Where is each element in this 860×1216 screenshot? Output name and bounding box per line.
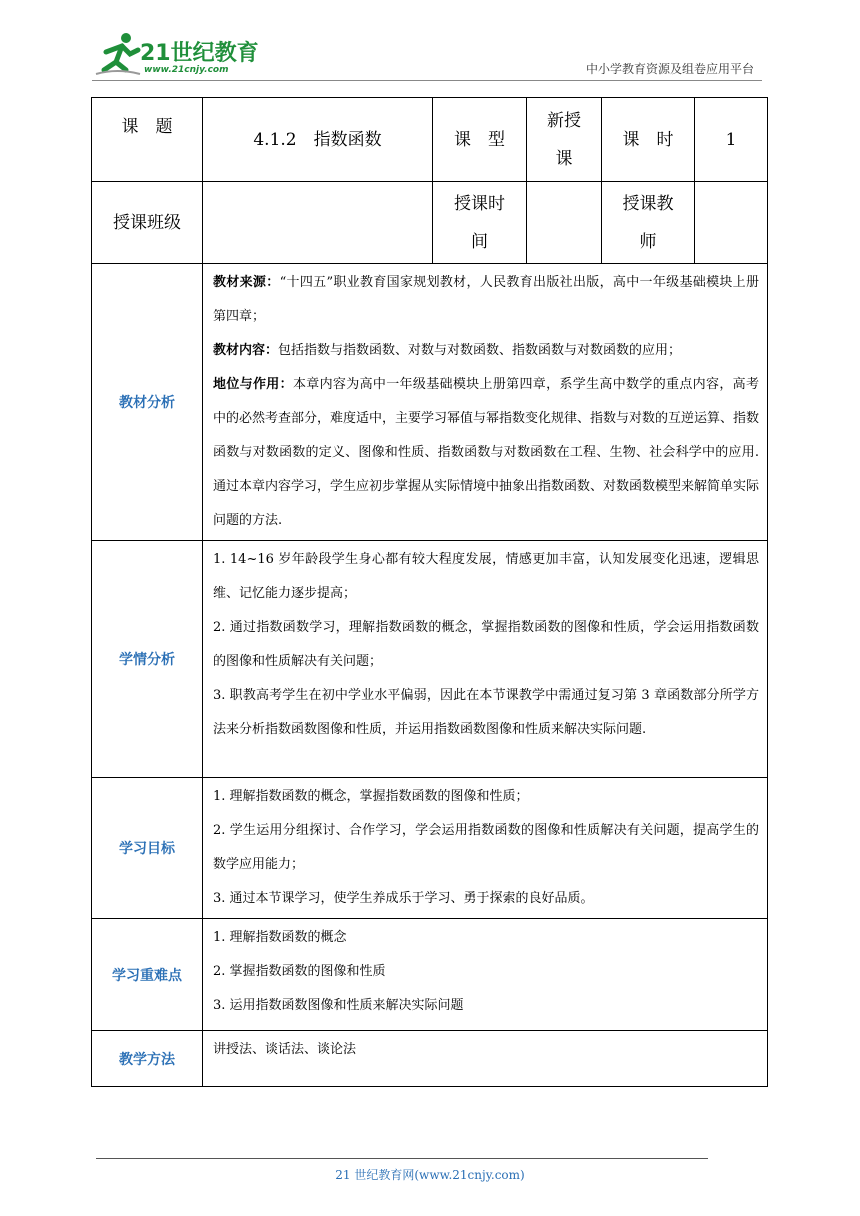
key-point-item: 3. 运用指数函数图像和性质来解决实际问题	[213, 998, 464, 1013]
label-hours: 课 时	[602, 98, 695, 182]
logo-text: 21世纪教育	[140, 41, 259, 66]
header-divider	[92, 80, 762, 81]
teacher-value	[695, 182, 768, 264]
teaching-methods-content	[203, 1031, 768, 1087]
hours-value: 1	[695, 98, 768, 182]
logo-url: www.21cnjy.com	[144, 65, 229, 75]
goal-item: 1. 理解指数函数的概念，掌握指数函数的图像和性质；	[213, 789, 529, 804]
material-analysis-content	[203, 264, 768, 541]
runner-icon	[92, 30, 142, 80]
label-key-points: 学习重难点	[92, 919, 203, 1031]
topic-value: 4.1.2 指数函数	[203, 98, 433, 182]
label-student-analysis: 学情分析	[92, 541, 203, 778]
student-analysis-content	[203, 541, 768, 778]
label-teaching-methods: 教学方法	[92, 1031, 203, 1087]
key-point-item: 2. 掌握指数函数的图像和性质	[213, 964, 386, 979]
label-class: 授课班级	[92, 182, 203, 264]
methods-text: 讲授法、谈话法、谈论法	[213, 1042, 357, 1057]
label-teacher: 授课教师	[602, 182, 695, 264]
material-source: 教材来源：“十四五”职业教育国家规划教材，人民教育出版社出版，高中一年级基础模块上册第四章；	[213, 275, 759, 324]
material-content: 教材内容：包括指数与指数函数、对数与对数函数、指数函数与对数函数的应用；	[213, 343, 682, 358]
label-time: 授课时间	[433, 182, 527, 264]
page-footer[interactable]: 21 世纪教育网(www.21cnjy.com)	[335, 1168, 525, 1182]
type-value: 新授课	[527, 98, 602, 182]
student-item: 2. 通过指数函数学习，理解指数函数的概念，掌握指数函数的图像和性质，学会运用指数函数的图像和性质解决有关问题；	[213, 620, 759, 669]
label-topic: 课 题	[92, 98, 203, 182]
label-learning-goals: 学习目标	[92, 778, 203, 919]
key-points-content	[203, 919, 768, 1031]
footer-divider	[96, 1158, 708, 1159]
class-value	[203, 182, 433, 264]
time-value	[527, 182, 602, 264]
student-item: 3. 职教高考学生在初中学业水平偏弱，因此在本节课教学中需通过复习第 3 章函数部分所学方法来分析指数函数图像和性质，并运用指数函数图像和性质来解决实际问题.	[213, 688, 759, 737]
learning-goals-content	[203, 778, 768, 919]
goal-item: 3. 通过本节课学习，使学生养成乐于学习、勇于探索的良好品质。	[213, 891, 594, 906]
site-logo	[92, 30, 262, 80]
label-type: 课 型	[433, 98, 527, 182]
page-header	[92, 30, 762, 82]
key-point-item: 1. 理解指数函数的概念	[213, 930, 347, 945]
label-material-analysis: 教材分析	[92, 264, 203, 541]
material-role: 地位与作用：本章内容为高中一年级基础模块上册第四章，系学生高中数学的重点内容，高考中的必然考查部分，难度适中，主要学习幂值与幂指数变化规律、指数与对数的互逆运算、指数函数与对数函数的定义、图像和性质、指数函数与对数函数在工程、生物、社会科学中的应用.通过本章内容学习，学生应初步掌握从实际情境中抽象出指数函数、对数函数模型来解简单实际问题的方法.	[213, 377, 760, 528]
platform-name: 中小学教育资源及组卷应用平台	[585, 62, 754, 76]
lesson-plan-table	[91, 97, 768, 1087]
student-item: 1. 14~16 岁年龄段学生身心都有较大程度发展，情感更加丰富，认知发展变化迅速，逻辑思维、记忆能力逐步提高；	[213, 552, 759, 601]
goal-item: 2. 学生运用分组探讨、合作学习，学会运用指数函数的图像和性质解决有关问题，提高学生的数学应用能力；	[213, 823, 759, 872]
